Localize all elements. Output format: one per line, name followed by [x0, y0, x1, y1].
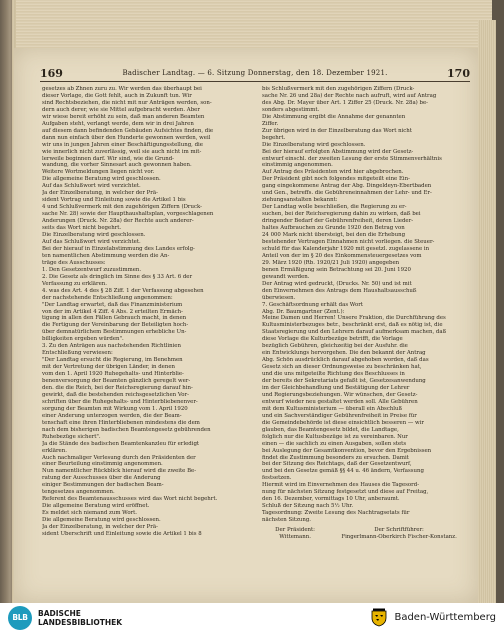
text-line: bei der Sitzung des Reichtags, daß der Gesetzentwurf, [262, 461, 412, 468]
text-line: dern auch derer, wie sie Mittel aufgebracht werden. Aber [42, 106, 200, 113]
text-line: tengesetzes angenommen. [42, 489, 115, 496]
text-line: und Gen., betreffs. die Gebühreneinnahmen der Lehr- und Er- [262, 190, 432, 197]
text-line: Die allgemeine Beratung wird geschlossen. [42, 517, 161, 524]
text-line: den 16. Dezember, vormittags 10 Uhr, anberaumt. [262, 496, 400, 503]
text-line: ziehungsanstalten bekannt: [262, 197, 338, 204]
library-name [38, 609, 122, 627]
text-line: einer Beurteilung einstimmig angenommen. [42, 461, 163, 468]
text-line: Abg. Schön ausdrücklich darauf abgehoben worden, daß das [262, 357, 429, 364]
text-line: über demnatürlichem Bestimmungen erhebliche Un- [42, 329, 187, 336]
page-stack-top [16, 0, 492, 48]
text-line: ratung der Ausschusses über die Änderung [42, 475, 161, 482]
text-line: Entschließung verwiesen: [42, 350, 113, 357]
text-line: Aufgaben steht, verlangt werde, dem wir in drei Jahren [42, 120, 194, 127]
text-line: 7. Geschäftsordnung erhält das Wort [262, 301, 363, 308]
footer-bar [0, 603, 504, 632]
text-line: auf diesem dann befindenden Gebäuden Aufsichtes finden, die [42, 127, 214, 134]
text-line: 24 000 Mark nicht übersteigt, bei den die Erhebung [262, 232, 406, 239]
running-head: Badischer Landtag. — 6. Sitzung Donnerstag, den 18. Dezember 1921. [122, 69, 388, 77]
text-line: Staatsregierung und den Lehrern darauf aufmerksam machen, daß [262, 329, 447, 336]
text-line: 3. Zu den Anträgen aus nachstehenden Richtlinien [42, 343, 181, 350]
text-line: Hiermit wird im Einvernehmen des Hauses die Tagesord- [262, 482, 420, 489]
text-line: nächsten Sitzung. [262, 517, 312, 524]
signature-block [262, 527, 470, 541]
text-line: schuld für das Kalenderjahr 1920 mit gesetzl. zugelassene in [262, 245, 430, 252]
text-line: sorgung der Beamten mit Wirkung vom 1. April 1920 [42, 405, 188, 412]
text-line: Auf das Schlußwort wird verzichtet. [42, 238, 141, 245]
text-line: einiger Bestimmungen der badischen Beam- [42, 482, 164, 489]
text-line: den Einvernehmen des Antrags dem Haushaltsausschuß [262, 287, 417, 294]
text-line: Änderungen (Druck. Nr. 28a) der Rechte auch anderer- [42, 218, 194, 225]
text-line: seits das Wort nicht begehrt. [42, 225, 122, 232]
text-line: sind Rechtsbeziehen, die nicht mit nur Anträgen werden, son- [42, 99, 212, 106]
text-line: nach dem bisherigen badischen Beamtengesetz gebührenden [42, 426, 211, 433]
text-line: Tagesordnung: Zweite Lesung des Nachtragsetats für [262, 510, 410, 517]
text-line: Auf Antrag des Präsidenten wird hier abgebrochen. [262, 169, 404, 176]
text-line: wir wiese bereit erhöht zu sein, daß man anderen Beamten [42, 113, 205, 120]
text-line: Der Präsident gibt noch folgendes mitgeteilt eine Ein- [262, 176, 410, 183]
text-line: "Der Landtag ersucht die Regierung, im Benehmen [42, 357, 183, 364]
text-line: Weitere Wortmeldungen liegen nicht vor. [42, 169, 155, 176]
text-line: dann nun einfach über den Hunderte gewonnen werden, weil [42, 134, 211, 141]
text-line: Bei der hierauf in Einzelabstimmung des Landes erfolg- [42, 245, 195, 252]
text-line: findet die Zustimmung besonders zu ersuchen. Damit [262, 454, 409, 461]
text-line: dieser Vorlage, die Gott fehlt, auch in Zukunft tun. Wir [42, 92, 192, 99]
text-line: bei Auslegung der Gesamtkonvention, bevor den Ergebnissen [262, 447, 432, 454]
signature-role: Der Präsident: [275, 527, 315, 534]
text-line: suchen, bei der Reichsregierung dahin zu wirken, daß bei [262, 211, 421, 218]
text-line: Abg. Dr. Baumgartner (Zent.): [262, 308, 345, 315]
text-line: die Fertigung der Vereinbarung der Beteiligten hoch- [42, 322, 189, 329]
signature [341, 527, 456, 541]
state-brand[interactable] [369, 608, 496, 628]
text-line: sonders abgestimmt. [262, 106, 320, 113]
text-line: Der Landtag wolle beschließen, die Regierung zu er- [262, 204, 407, 211]
text-line: mit dem Kultusministerium — überall ein Abschluß [262, 405, 403, 412]
text-line: träge des Ausschusses: [42, 259, 106, 266]
page-header [40, 66, 470, 80]
text-line: Ruhebezüge sichert". [42, 433, 101, 440]
text-line: sache Nr. 26 und 28a) der Rechte nach aufruft, wird auf Antrag [262, 92, 437, 99]
text-line: vom den 1. April 1920 Ruhegehalts- und Hinterblie- [42, 371, 184, 378]
library-line-2: LANDESBIBLIOTHEK [38, 617, 123, 627]
text-line: bis Schlußvermerk mit den zugehörigen Ziffern (Druck- [262, 86, 415, 92]
text-line: im der Gleichbehandlung und Bestätigung der Lehrer [262, 384, 410, 391]
text-line: Es meldet sich niemand zum Wort. [42, 510, 138, 517]
text-line: Auch nachmaliger Verlesung durch den Präsidenten der [42, 454, 196, 461]
text-line: ein Entwicklungs hervorgehen. Die den bekannt der Antrag [262, 350, 426, 357]
state-name: Baden-Württemberg [394, 612, 496, 623]
text-line: benenversorgung der Beamten gänzlich geregelt wer- [42, 378, 191, 385]
library-line-1: BADISCHE [38, 608, 81, 618]
text-line: erklären. [42, 447, 67, 454]
text-line: einer Änderung unterzogen werden, die der Beam- [42, 412, 182, 419]
text-line: Die allgemeine Beratung wird geschlossen. [42, 176, 161, 183]
text-line: sache Nr. 28) sowie der Haupthaushaltsplan, vorgeschlagenen [42, 211, 214, 218]
signature [275, 527, 315, 541]
text-line: entwurf wieder neu gestaltet werden soll. Alle Gebühren [262, 398, 418, 405]
text-line: wandung, die vorher Sinnesart auch gewonnen haben. [42, 162, 192, 169]
text-line: Ja der Einzelberatung, in welcher der Prä- [42, 524, 158, 531]
text-line: gesetzes ab Zhnen zuru zu. Wir werden das überhaupt bei [42, 86, 202, 92]
text-line: diese Vorlage die Kulturbezüge betrifft, die Vorlage [262, 336, 403, 343]
text-line: sident Überschrift und Einleitung sowie die Artikel 1 bis 8 [42, 531, 202, 537]
text-line: sident Vortrag und Einleitung sowie die Artikel 1 bis [42, 197, 186, 204]
text-line: Gesetz sich an dieser Ordnungsweise zu beschränken hat, [262, 364, 422, 371]
text-line: ten namentlichen Abstimmung werden die An- [42, 252, 170, 259]
text-line: und Regierungsbeziehungen. Wir wünschen, der Gesetz- [262, 391, 418, 398]
text-line: die Gemeindebehörde ist diese einsichtlich besseren — wir [262, 419, 424, 426]
left-text-column [42, 86, 250, 586]
text-line: der nachstehende Entschließung angenommen: [42, 294, 173, 301]
text-line: glauben, das Beamtengesetz bildet, die Landtage, [262, 426, 399, 433]
text-line: Die Einzelberatung wird geschlossen. [42, 232, 146, 239]
state-crest-icon [369, 608, 389, 628]
text-line: 29. März 1920 (Rb. 1920/21 Juli 1920) angegeben [262, 259, 400, 266]
text-line: Ja der Einzelberatung, in welcher der Prä- [42, 190, 158, 197]
text-line: tigung in allen den Fällen Gebrauch macht, in denen [42, 315, 187, 322]
text-line: 1. Den Gesetzentwurf zuzustimmen. [42, 266, 142, 273]
text-line: Schluß der Sitzung nach 5½ Uhr. [262, 503, 354, 510]
text-line: tenschaft eine ihren Hinterbliebenen mindestens die dem [42, 419, 200, 426]
text-line: Die Abstimmung ergibt die Annahme der genannten [262, 113, 406, 120]
text-line: Anteil von der im § 20 des Einkommensteuergesetzes vom [262, 252, 422, 259]
text-line: Verfassung zu erklären. [42, 280, 107, 287]
text-line: bestehender Vertragen Einnahmen nicht vorliegen. die Steuer- [262, 238, 435, 245]
text-line: Meine Damen und Herren! Unsere Fraktion, die Durchführung des [262, 315, 446, 322]
text-line: des Abg. Dr. Mayer über Art. 1 Ziffer 25 (Druck. Nr. 28a) be- [262, 99, 428, 106]
text-line: Kultusministerbezuges betr., beschränkt erst, daß es nötig ist, die [262, 322, 443, 329]
text-line: mit der Vertretung der übrigen Länder, in denen [42, 364, 176, 371]
text-line: nung für nächsten Sitzung festgesetzt und diese auf Freitag, [262, 489, 429, 496]
text-line: billigkeiten ergeben würden". [42, 336, 124, 343]
text-line: überwiesen. [262, 294, 296, 301]
text-line: den. die die Reich, bei der Reichsregierung darauf hin- [42, 384, 193, 391]
right-page-number: 170 [447, 66, 470, 80]
text-line: Bei der hierauf erfolgten Abstimmung wird der Gesetz- [262, 148, 414, 155]
text-line: Referent des Beamtenausschusses wird das Wort nicht begehrt. [42, 496, 218, 503]
header-rule [40, 81, 470, 82]
text-line: benen Ermäßigung sein Betrachtung sei 20. Juni 1920 [262, 266, 411, 273]
text-line: einen — die sachlich zu einen Ausgaben, sollen stets [262, 440, 407, 447]
text-line: wie innerlich nicht zuverlässig, weil sie auch nicht im mit- [42, 148, 202, 155]
text-line: einstimmig angenommen. [262, 162, 333, 169]
text-line: der bereits der Sekretariats gefaßt ist, Gesetzesanwendung [262, 378, 426, 385]
left-page-number: 169 [40, 66, 63, 80]
text-line: entwurf einschl. der zweiten Lesung der erste Stimmenverhältnis [262, 155, 442, 162]
page-stack-right [478, 20, 496, 603]
text-line: gang eingekommene Antrag der Abg. Dingeldeyn-Ebertbaden [262, 183, 432, 190]
text-line: festsetzen. [262, 475, 292, 482]
text-line: dringender Bedarf der Gebührenfreiheit, deren Lieder- [262, 218, 414, 225]
right-text-column [262, 86, 470, 586]
text-line: 2. Die Gesetz als dringlich im Sinne des § 33 Art. 6 der [42, 273, 193, 280]
text-line: Zur übrigen wird in der Einzelberatung das Wort nicht [262, 127, 412, 134]
text-line: haltes Aufbrauchen zu Grunde 1920 den Betrag von [262, 225, 405, 232]
text-line: gewandt werden. [262, 273, 310, 280]
signature-name: Wittemann. [279, 534, 311, 540]
text-line: bezüglich Gebühren, gleichzeitig bei der Ausfuhr. die [262, 343, 408, 350]
text-line: schriften über die Ruhegehalts- und Hinterbliebenenver- [42, 398, 198, 405]
text-line: begehrt. [262, 134, 286, 141]
text-line: von der im Artikel 4 Ziff. 4 Abs. 2 erteilten Ermäch- [42, 308, 183, 315]
text-line: Auf das Schlußwort wird verzichtet. [42, 183, 141, 190]
text-line: lerweile beginnen darf. Wir sind, wie die Grund- [42, 155, 174, 162]
text-line: Nun namentlicher Rückblick hierauf wird die zweite Be- [42, 468, 197, 475]
blb-logo[interactable]: BLB [8, 606, 32, 630]
signature-role: Der Schriftführer: [374, 527, 424, 534]
text-line: gewirkt, daß die bestehenden reichsgesetzlichen Vor- [42, 391, 189, 398]
text-line: Der Antrag wird gedruckt, (Drucks. Nr. 50) und ist mit [262, 280, 412, 287]
signature-name: Fingerlmann-Oberkirch Fischer-Konstanz. [341, 534, 457, 540]
text-line: folglich nur die Kultusbezüge ist zu vereinbaren. Nur [262, 433, 408, 440]
text-line: und bei den Gesetze gemäß §§ 44 u. 46 ändern, Verfassung [262, 468, 424, 475]
text-line: Ziffer. [262, 120, 279, 127]
text-line: "Der Landtag erwartet, daß das Finanzministerium [42, 301, 183, 308]
text-line: wir uns in jungen Jahren einer Beschäftigungsstellung, die [42, 141, 203, 148]
text-line: Die allgemeine Beratung wird eröffnet. [42, 503, 150, 510]
text-line: und ein Sachverständiger Gebührenfreiheit in Preise für [262, 412, 417, 419]
text-line: Die Einzelberatung wird geschlossen. [262, 141, 366, 148]
text-line: 4. was des Art. 4 des § 28 Ziff. 1 der Verfassung abgesehen [42, 287, 204, 294]
text-line: und die uns mitgeteilte Richtung des Beschlusses in [262, 371, 405, 378]
text-line: 4 und Schlußvermerk mit den zugehörigen Ziffern (Druck- [42, 204, 202, 211]
text-line: Ja die Stände des badischen Beamtenkanzleu für erledigt [42, 440, 200, 447]
